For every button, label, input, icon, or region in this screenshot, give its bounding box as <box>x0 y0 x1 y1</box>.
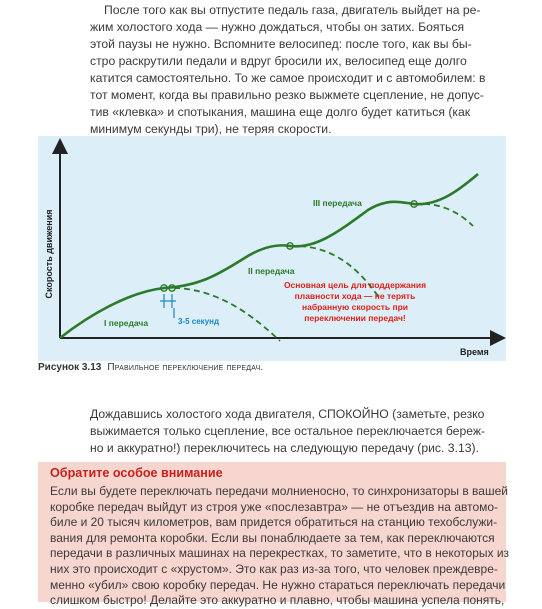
attention-body <box>50 484 510 609</box>
text-line: но и аккуратно!) переключитесь на следующую передачу (рис. 3.13). <box>90 441 479 455</box>
attention-box <box>38 462 510 608</box>
goal-line: переключении передач! <box>304 313 406 323</box>
text-line: катится самостоятельно. То же самое происходит и с автомобилем: в <box>90 71 486 85</box>
text-line: слишком быстро! Делайте это аккуратно и плавно, чтобы машина успела понять, <box>50 593 505 608</box>
text-line: Дождавшись холостого хода двигателя, СПОКОЙНО (заметьте, резко <box>90 407 485 421</box>
y-axis-label: Скорость движения <box>44 209 54 299</box>
text-line: выжимается только сцепление, все остальное переключается береж- <box>90 424 486 438</box>
text-line: После того как вы отпустите педаль газа, двигатель выйдет на ре- <box>104 3 481 17</box>
x-axis-label: Время <box>460 347 489 357</box>
gear-shift-diagram <box>38 136 506 361</box>
text-line: тив «клевка» и спотыкания, машина еще долго будет катиться (как <box>90 105 471 119</box>
gear-label-2: II передача <box>248 266 295 276</box>
paragraph-2 <box>90 406 506 457</box>
text-line: тот момент, когда вы правильно резко выжмете сцепление, не допус- <box>90 88 484 102</box>
coast-curve-3 <box>414 204 473 226</box>
goal-line: Основная цель для поддержания <box>283 280 427 290</box>
speed-curve <box>60 174 478 338</box>
text-line: коробке передач выйдут из строя уже «послезавтра» — не отъездив на автомо- <box>50 499 499 514</box>
text-line: Если вы будете переключать передачи молниеносно, то синхронизаторы в вашей <box>50 484 508 498</box>
figure-caption-text: Правильное переключение передач. <box>107 362 264 373</box>
text-line: этой паузы не нужно. Вспомните велосипед: после того, как вы бы- <box>90 37 472 51</box>
pause-bracket <box>160 294 176 318</box>
text-line: биле и 20 тысяч километров, вам придется обратиться на станцию техобслужи- <box>50 515 498 530</box>
text-line: передачи в различных машинах на перекрестках, то заметите, что в некоторых из <box>50 546 510 561</box>
text-line: менно «убил» свою коробку передач. Не нужно стараться переключать передачи <box>50 577 506 592</box>
text-line: них это происходит с «хрустом». Это как раз из-за того, что человек преждевре- <box>50 561 498 576</box>
goal-line: плавности хода — не терять <box>294 291 416 301</box>
intro-paragraph <box>90 2 506 138</box>
figure-3-13 <box>38 136 506 361</box>
gear-label-3: III передача <box>313 198 362 208</box>
text-line: вания для ремонта коробки. Если вы понаблюдаете за тем, как переключаются <box>50 530 495 545</box>
figure-number: Рисунок 3.13 <box>38 362 102 373</box>
goal-line: набранную скорость при <box>301 302 409 312</box>
coast-curve-1 <box>164 288 280 341</box>
gear-label-1: I передача <box>104 318 149 328</box>
figure-caption <box>38 362 263 373</box>
pause-label: 3-5 секунд <box>178 317 220 326</box>
attention-title: Обратите особое внимание <box>50 466 223 480</box>
text-line: жим холостого хода — нужно дождаться, чтобы он затих. Бояться <box>90 20 465 34</box>
text-line: стро раскрутили педали и вдруг бросили их, велосипед еще долго <box>90 54 467 68</box>
text-line: минимум секунды три), не теряя скорости. <box>90 122 332 136</box>
